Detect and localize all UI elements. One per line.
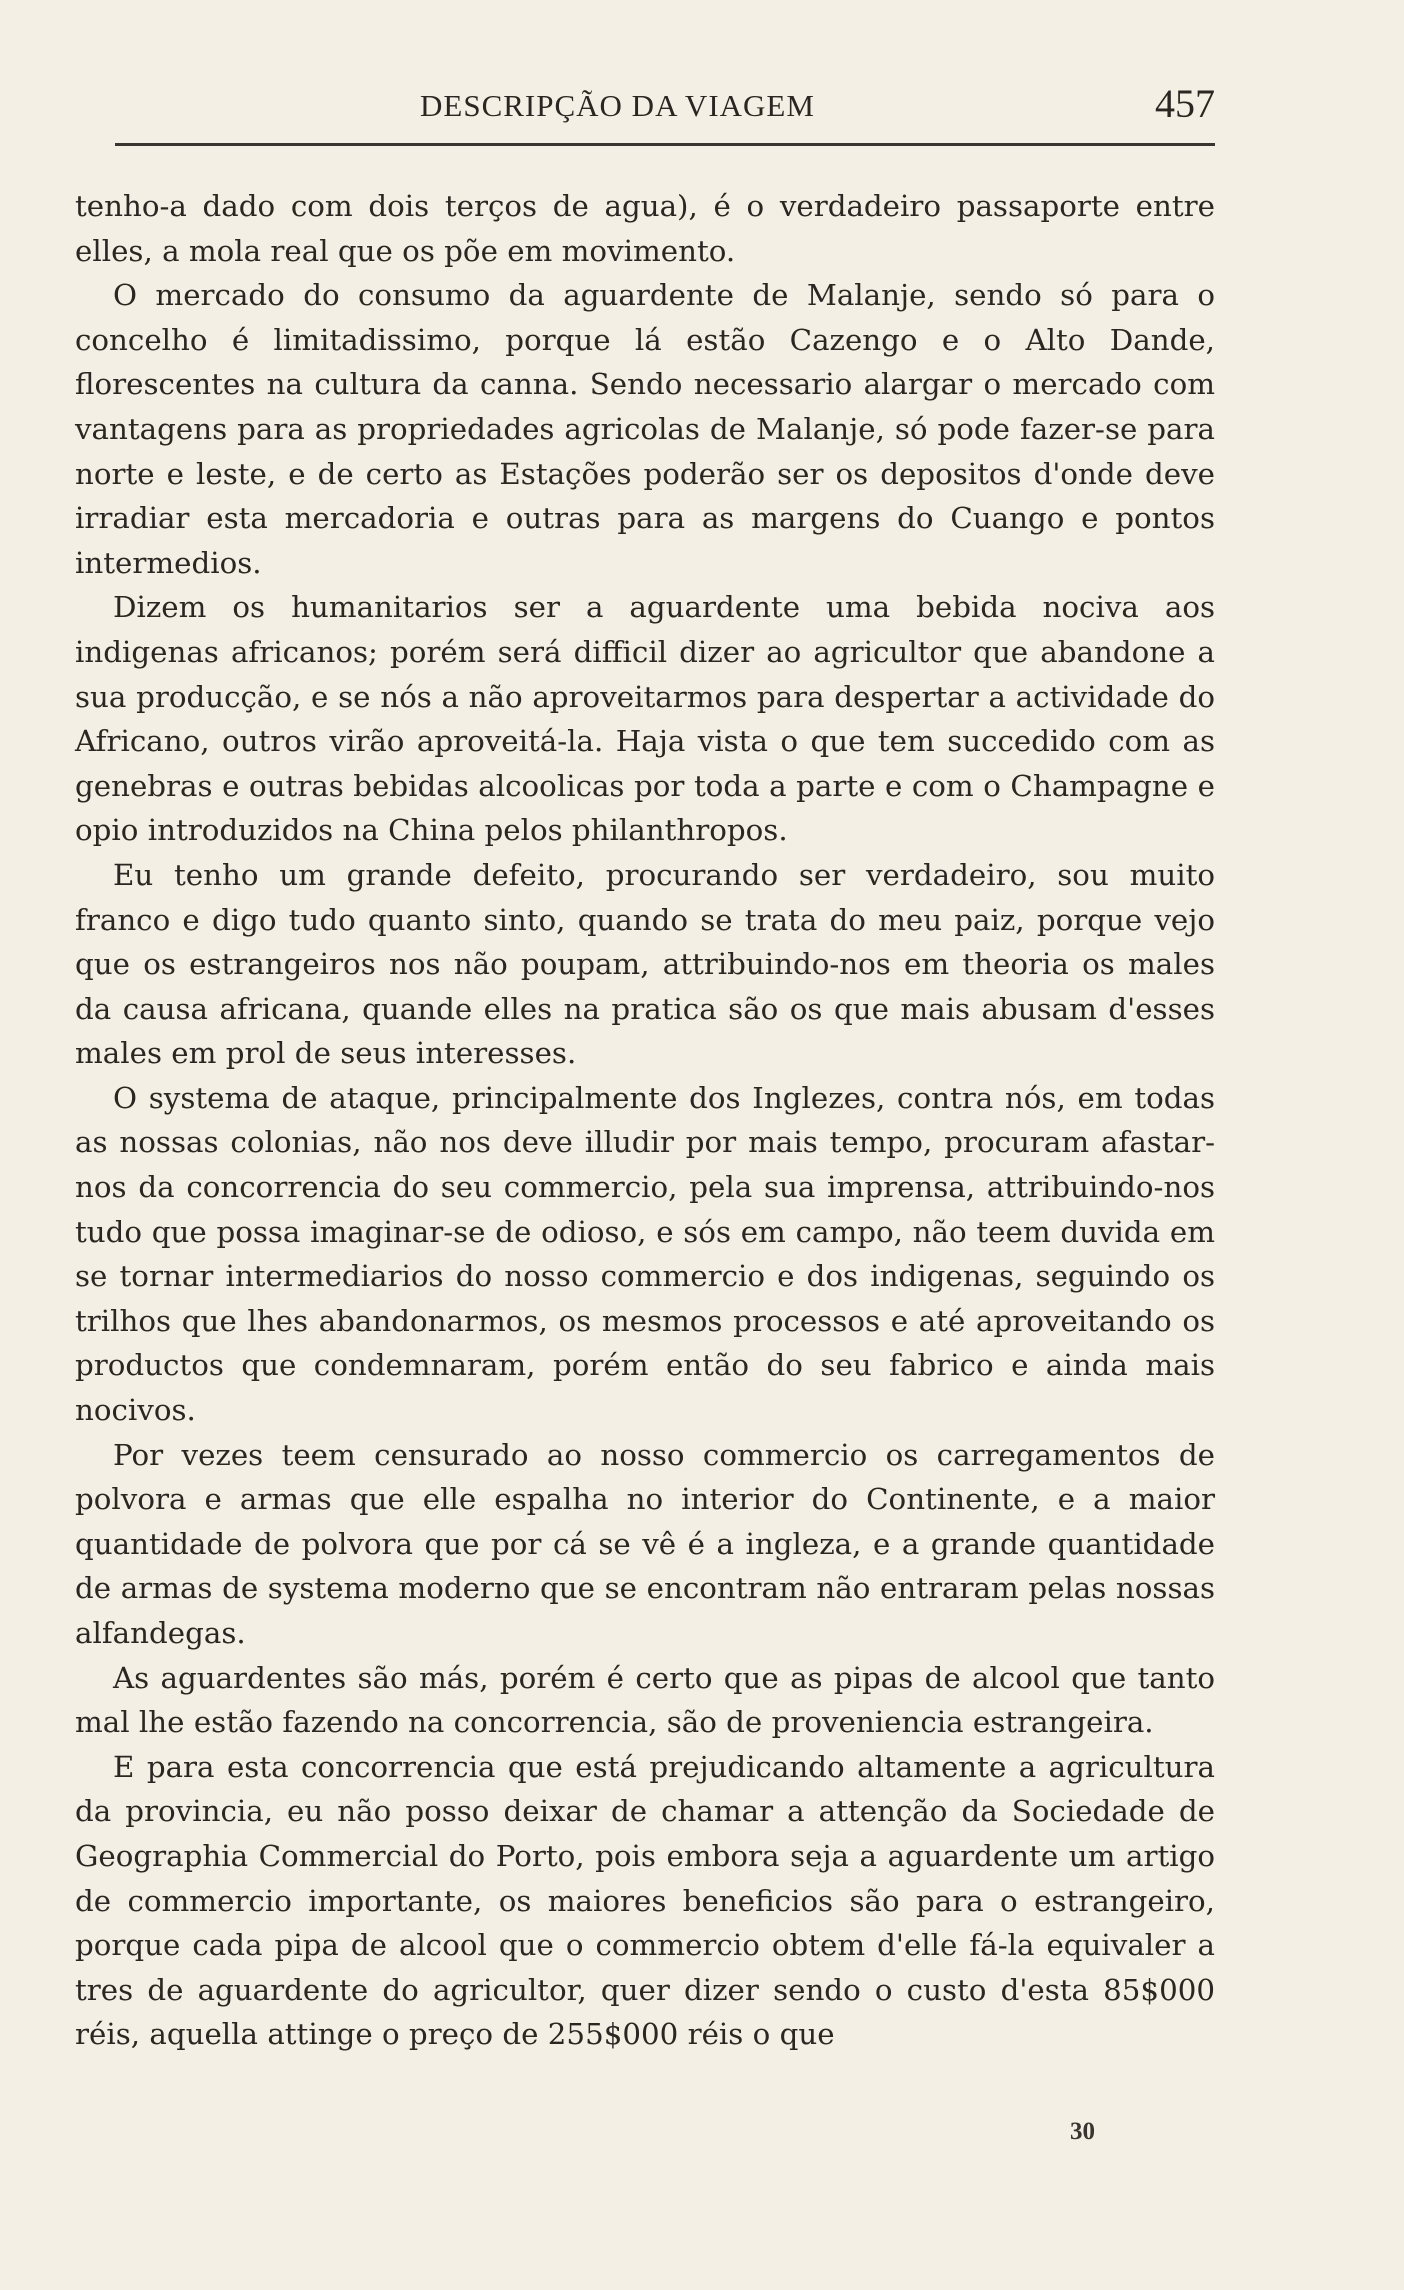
- signature-mark: 30: [1070, 2118, 1095, 2145]
- paragraph: E para esta concorrencia que está prejudicando altamente a agricultura da provincia, eu não posso deixar de chamar a attenção da Sociedade de Geographia Commercial do Porto, pois embora seja a aguardente um artigo de commercio importante, os maiores beneficios são para o estrangeiro, porque cada pipa de alcool que o commercio obtem d'elle fá-la equivaler a tres de aguardente do agricultor, quer dizer sendo o custo d'esta 85$000 réis, aquella attinge o preço de 255$000 réis o que: [75, 1749, 1215, 2052]
- paragraph-continuation: tenho-a dado com dois terços de agua), é o verdadeiro passaporte entre elles, a mola real que os põe em movimento.: [75, 189, 1215, 268]
- paragraph: Eu tenho um grande defeito, procurando ser verdadeiro, sou muito franco e digo tudo quanto sinto, quando se trata do meu paiz, porque vejo que os estrangeiros nos não poupam, attribuindo-nos em theoria os males da causa africana, quande elles na pratica são os que mais abusam d'esses males em prol de seus interesses.: [75, 857, 1215, 1071]
- running-title: DESCRIPÇÃO DA VIAGEM: [420, 88, 815, 123]
- body-text: [75, 184, 1215, 2057]
- page-number: 457: [1155, 81, 1215, 126]
- paragraph: O systema de ataque, principalmente dos Inglezes, contra nós, em todas as nossas colonias, não nos deve illudir por mais tempo, procuram afastar-nos da concorrencia do seu commercio, pela sua imprensa, attribuindo-nos tudo que possa imaginar-se de odioso, e sós em campo, não teem duvida em se tornar intermediarios do nosso commercio e dos indigenas, seguindo os trilhos que lhes abandonarmos, os mesmos processos e até aproveitando os productos que condemnaram, porém então do seu fabrico e ainda mais nocivos.: [75, 1080, 1215, 1428]
- paragraph: Por vezes teem censurado ao nosso commercio os carregamentos de polvora e armas que elle espalha no interior do Continente, e a maior quantidade de polvora que por cá se vê é a ingleza, e a grande quantidade de armas de systema moderno que se encontram não entraram pelas nossas alfandegas.: [75, 1437, 1215, 1650]
- paragraph: O mercado do consumo da aguardente de Malanje, sendo só para o concelho é limitadissimo, porque lá estão Cazengo e o Alto Dande, florescentes na cultura da canna. Sendo necessario alargar o mercado com vantagens para as propriedades agricolas de Malanje, só pode fazer-se para norte e leste, e de certo as Estações poderão ser os depositos d'onde deve irradiar esta mercadoria e outras para as margens do Cuango e pontos intermedios.: [75, 278, 1215, 580]
- running-head: [75, 70, 1215, 140]
- header-rule: [115, 143, 1215, 146]
- paragraph: As aguardentes são más, porém é certo que as pipas de alcool que tanto mal lhe estão fazendo na concorrencia, são de proveniencia estrangeira.: [75, 1660, 1215, 1740]
- paragraph: Dizem os humanitarios ser a aguardente uma bebida nociva aos indigenas africanos; porém será difficil dizer ao agricultor que abandone a sua producção, e se nós a não aproveitarmos para despertar a actividade do Africano, outros virão aproveitá-la. Haja vista o que tem succedido com as genebras e outras bebidas alcoolicas por toda a parte e com o Champagne e opio introduzidos na China pelos philanthropos.: [75, 590, 1215, 848]
- book-page: [75, 70, 1215, 2057]
